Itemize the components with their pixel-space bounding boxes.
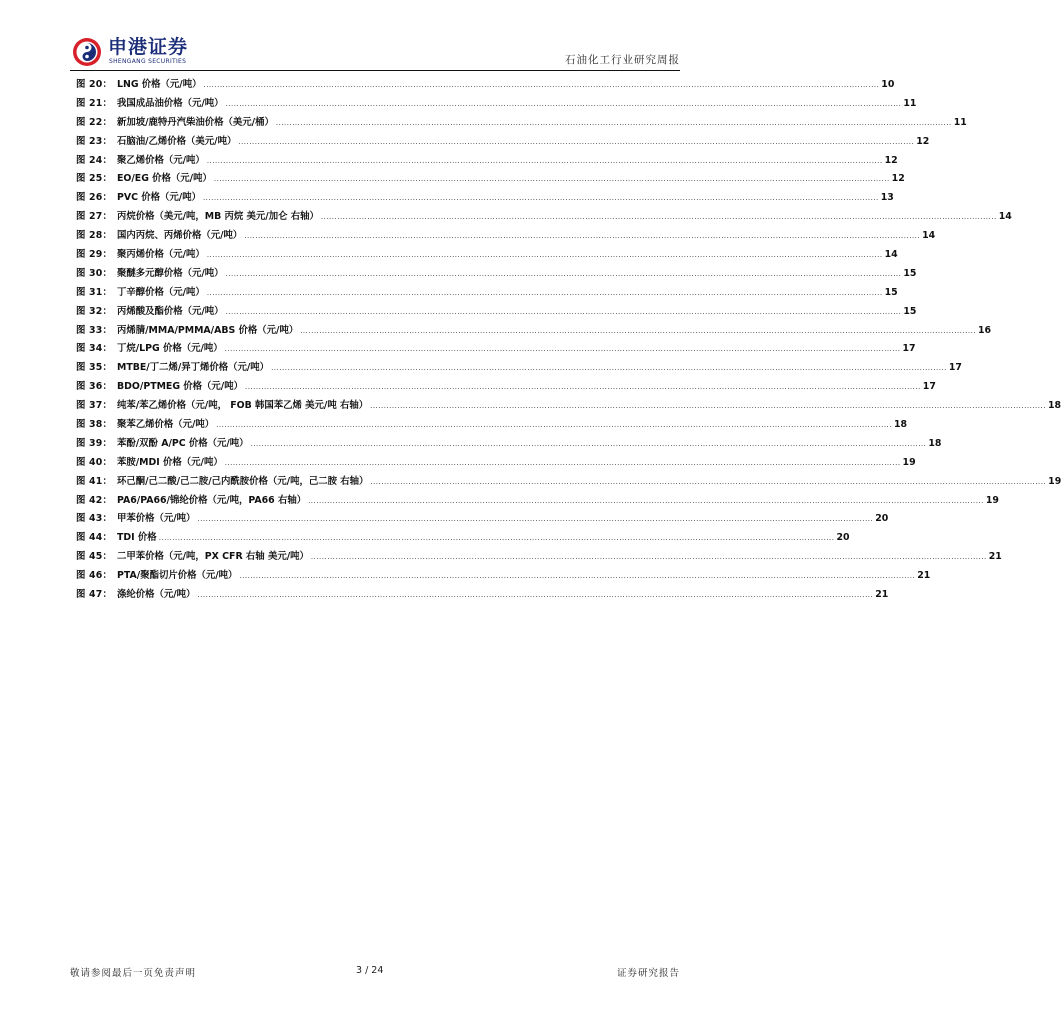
figure-number: 图 39： xyxy=(76,437,113,449)
figure-number: 图 41： xyxy=(76,475,113,487)
page-number: 20 xyxy=(875,513,889,525)
toc-entry[interactable] xyxy=(76,586,889,605)
page-number: 12 xyxy=(884,154,898,166)
toc-entry[interactable] xyxy=(76,529,850,548)
figure-number: 图 20： xyxy=(76,79,113,90)
toc-entry[interactable] xyxy=(76,76,895,95)
dot-leader xyxy=(238,133,914,152)
dot-leader xyxy=(225,454,901,473)
figure-title: PTA/聚酯切片价格（元/吨） xyxy=(117,570,238,582)
figure-title: 环己酮/己二酸/己二胺/己内酰胺价格（元/吨，己二胺 右轴） xyxy=(117,475,369,487)
figure-title: 我国成品油价格（元/吨） xyxy=(117,97,224,109)
figure-number: 图 44： xyxy=(76,532,113,544)
dot-leader xyxy=(226,303,902,322)
toc-entry[interactable] xyxy=(76,340,916,359)
dot-leader xyxy=(321,208,997,227)
figure-title: 聚苯乙烯价格（元/吨） xyxy=(117,419,215,431)
toc-entry[interactable] xyxy=(76,303,917,322)
toc-entry[interactable] xyxy=(76,567,931,586)
page-number: 21 xyxy=(875,589,889,601)
page-number: 10 xyxy=(881,79,895,90)
page-number: 17 xyxy=(948,362,962,374)
page-number: 17 xyxy=(902,343,916,355)
logo-subtext: SHENGANG SECURITIES xyxy=(109,58,187,65)
page-number: 13 xyxy=(880,192,894,204)
figure-number: 图 42： xyxy=(76,494,113,506)
dot-leader xyxy=(207,284,883,303)
figure-number: 图 47： xyxy=(76,589,113,601)
figure-number: 图 23： xyxy=(76,135,113,147)
page-number: 11 xyxy=(953,116,967,128)
dot-leader xyxy=(197,586,873,605)
toc-entry[interactable] xyxy=(76,435,942,454)
figure-number: 图 30： xyxy=(76,267,113,279)
figure-title: MTBE/丁二烯/异丁烯价格（元/吨） xyxy=(117,362,270,374)
toc-entry[interactable] xyxy=(76,322,992,341)
toc-entry[interactable] xyxy=(76,170,905,189)
dot-leader xyxy=(207,152,883,171)
dot-leader xyxy=(226,265,902,284)
dot-leader xyxy=(251,435,927,454)
figure-title: PVC 价格（元/吨） xyxy=(117,192,201,204)
dot-leader xyxy=(226,95,902,114)
figure-number: 图 38： xyxy=(76,419,113,431)
document-type: 证券研究报告 xyxy=(616,968,680,979)
figure-number: 图 33： xyxy=(76,324,113,336)
page-number: 11 xyxy=(903,97,917,109)
figure-title: 丁辛醇价格（元/吨） xyxy=(117,286,205,298)
toc-entry[interactable] xyxy=(76,208,1012,227)
dot-leader xyxy=(308,492,984,511)
toc-entry[interactable] xyxy=(76,378,936,397)
toc-entry[interactable] xyxy=(76,114,967,133)
figure-title: 纯苯/苯乙烯价格（元/吨， FOB 韩国苯乙烯 美元/吨 右轴） xyxy=(117,400,369,412)
toc-entry[interactable] xyxy=(76,133,930,152)
page-number: 15 xyxy=(903,305,917,317)
dot-leader xyxy=(214,170,890,189)
toc-entry[interactable] xyxy=(76,227,936,246)
page-number: 19 xyxy=(1048,475,1061,487)
dot-leader xyxy=(370,397,1046,416)
page-number: 15 xyxy=(903,267,917,279)
page-number: 21 xyxy=(917,570,931,582)
page-number: 18 xyxy=(894,419,908,431)
page-number: 12 xyxy=(891,173,905,185)
toc-entry[interactable] xyxy=(76,359,962,378)
figure-title: 苯酚/双酚 A/PC 价格（元/吨） xyxy=(117,437,249,449)
page-number: 16 xyxy=(978,324,992,336)
page-number: 14 xyxy=(922,230,936,242)
figure-number: 图 36： xyxy=(76,381,113,393)
dot-leader xyxy=(244,227,920,246)
disclaimer-note: 敬请参阅最后一页免责声明 xyxy=(70,968,197,979)
figure-number: 图 35： xyxy=(76,362,113,374)
figure-title: 国内丙烷、丙烯价格（元/吨） xyxy=(117,230,243,242)
figure-title: TDI 价格 xyxy=(117,532,157,544)
dot-leader xyxy=(225,340,901,359)
figure-title: 丁烷/LPG 价格（元/吨） xyxy=(117,343,223,355)
shengang-logo-icon xyxy=(72,37,102,67)
dot-leader xyxy=(311,548,987,567)
figure-number: 图 46： xyxy=(76,570,113,582)
dot-leader xyxy=(300,322,976,341)
dot-leader xyxy=(216,416,892,435)
figure-title: 聚乙烯价格（元/吨） xyxy=(117,154,205,166)
page-number: 14 xyxy=(884,249,898,261)
dot-leader xyxy=(276,114,952,133)
toc-entry[interactable] xyxy=(76,454,916,473)
page-number: 15 xyxy=(884,286,898,298)
figure-number: 图 25： xyxy=(76,173,113,185)
figure-title: 苯胺/MDI 价格（元/吨） xyxy=(117,456,223,468)
figure-title: 新加坡/鹿特丹汽柴油价格（美元/桶） xyxy=(117,116,274,128)
figure-title: LNG 价格（元/吨） xyxy=(117,79,202,90)
dot-leader xyxy=(239,567,915,586)
figure-title: 甲苯价格（元/吨） xyxy=(117,513,196,525)
toc-entry[interactable] xyxy=(76,95,917,114)
toc-entry[interactable] xyxy=(76,397,1061,416)
toc-entry[interactable] xyxy=(76,473,1061,492)
page-number: 14 xyxy=(998,211,1012,223)
figure-title: 丙烷价格（美元/吨，MB 丙烷 美元/加仑 右轴） xyxy=(117,211,319,223)
figure-number: 图 31： xyxy=(76,286,113,298)
dot-leader xyxy=(370,473,1046,492)
toc-entry[interactable] xyxy=(76,152,898,171)
figure-number: 图 40： xyxy=(76,456,113,468)
figure-number: 图 22： xyxy=(76,116,113,128)
toc-entry[interactable] xyxy=(76,265,917,284)
page-number: 18 xyxy=(1047,400,1061,412)
figure-number: 图 29： xyxy=(76,249,113,261)
figure-title: 聚丙烯价格（元/吨） xyxy=(117,249,205,261)
figure-title: BDO/PTMEG 价格（元/吨） xyxy=(117,381,243,393)
figure-number: 图 34： xyxy=(76,343,113,355)
toc-entry[interactable] xyxy=(76,510,889,529)
logo-text: 申港证券 xyxy=(108,36,189,58)
figure-title: 涤纶价格（元/吨） xyxy=(117,589,196,601)
figure-number: 图 24： xyxy=(76,154,113,166)
figure-number: 图 37： xyxy=(76,400,113,412)
toc-entry[interactable] xyxy=(76,189,894,208)
toc-entry[interactable] xyxy=(76,284,898,303)
page-number: 21 xyxy=(988,551,1002,563)
figure-index-list xyxy=(76,76,1061,605)
figure-number: 图 27： xyxy=(76,211,113,223)
figure-title: 丙烯酸及酯价格（元/吨） xyxy=(117,305,224,317)
figure-title: 丙烯腈/MMA/PMMA/ABS 价格（元/吨） xyxy=(117,324,299,336)
page-number: 18 xyxy=(928,437,942,449)
dot-leader xyxy=(203,189,879,208)
dot-leader xyxy=(159,529,835,548)
figure-number: 图 21： xyxy=(76,97,113,109)
page-number: 12 xyxy=(916,135,930,147)
figure-number: 图 26： xyxy=(76,192,113,204)
toc-entry[interactable] xyxy=(76,246,898,265)
dot-leader xyxy=(207,246,883,265)
figure-number: 图 28： xyxy=(76,230,113,242)
dot-leader xyxy=(271,359,947,378)
page-number: 20 xyxy=(836,532,850,544)
figure-number: 图 32： xyxy=(76,305,113,317)
figure-title: 石脑油/乙烯价格（美元/吨） xyxy=(117,135,237,147)
toc-entry[interactable] xyxy=(76,548,1002,567)
figure-number: 图 45： xyxy=(76,551,113,563)
page-header xyxy=(0,0,724,72)
report-type: 石油化工行业研究周报 xyxy=(565,54,680,66)
header-divider xyxy=(70,70,680,71)
dot-leader xyxy=(203,76,879,95)
toc-entry[interactable] xyxy=(76,492,999,511)
page-footer xyxy=(0,960,724,990)
figure-title: PA6/PA66/锦纶价格（元/吨，PA66 右轴） xyxy=(117,494,307,506)
figure-title: 聚醚多元醇价格（元/吨） xyxy=(117,267,224,279)
toc-entry[interactable] xyxy=(76,416,908,435)
page-number: 17 xyxy=(922,381,936,393)
page-number: 19 xyxy=(902,456,916,468)
figure-number: 图 43： xyxy=(76,513,113,525)
page-number: 19 xyxy=(985,494,999,506)
figure-title: 二甲苯价格（元/吨，PX CFR 右轴 美元/吨） xyxy=(117,551,309,563)
dot-leader xyxy=(245,378,921,397)
page-indicator: 3 / 24 xyxy=(356,965,384,976)
dot-leader xyxy=(197,510,873,529)
figure-title: EO/EG 价格（元/吨） xyxy=(117,173,212,185)
